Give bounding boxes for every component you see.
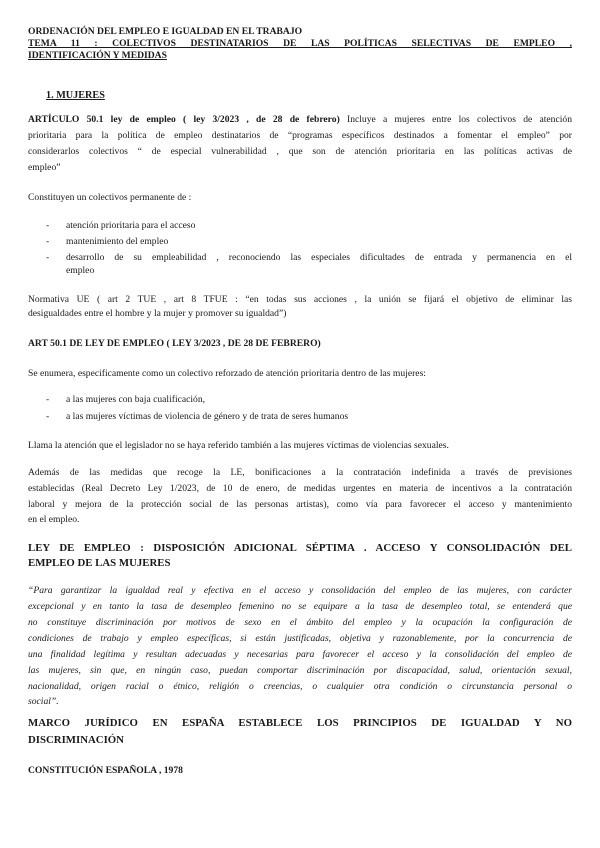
quote-line: las mujeres, sin que, en ningún caso, puedan comportar discriminación por discapacidad, salud, orientación sexual, [28, 665, 572, 676]
paragraph-medidas-line4: en el empleo. [28, 514, 80, 525]
quote-line: no constituye discriminación por motivos de sexo en el ámbito del empleo y la ocupación la configuración de [28, 617, 572, 628]
list-item-text: desarrollo de su empleabilidad , reconociendo las especiales dificultades de entrada y permanencia en el [66, 252, 572, 263]
paragraph-colectivo: Constituyen un colectivos permanente de : [28, 192, 192, 203]
quote-line: una finalidad legítima y resultan adecuadas y necesarias para favorecer el acceso y la consolidación del empleo de [28, 649, 572, 660]
document-title: ORDENACIÓN DEL EMPLEO E IGUALDAD EN EL TRABAJO [28, 26, 303, 37]
paragraph-normativa-ue-line1: Normativa UE ( art 2 TUE , art 8 TFUE : “en todas sus acciones , la unión se fijará el objetivo de eliminar las [28, 294, 572, 305]
document-page: ORDENACIÓN DEL EMPLEO E IGUALDAD EN EL TRABAJO TEMA 11 : COLECTIVOS DESTINATARIOS DE LAS POLÍTICAS SELECTIVAS DE EMPLEO , IDENTIFICACIÓN Y MEDIDAS 1. MUJERES ARTÍCULO 50.1 ley de empleo ( ley 3/2023 , de 28 de febrero) Incluye a mujeres entre los colectivos de atención prioritaria para la política de empleo destinatarios de “programas específicos destinados a fomentar el empleo” por considerarlos colectivos “ de especial vulnerabilidad , que son de atención prioritaria en las políticas activas de empleo” Constituyen un colectivos permanente de : - atención prioritaria para el acceso - mantenimiento del empleo - desarrollo de su empleabilidad , reconociendo las especiales dificultades de entrada y permanencia en el empleo Normativa UE ( art 2 TUE , art 8 TFUE : “en todas sus acciones , la unión se fijará el objetivo de eliminar las desigualdades entre el hombre y la mujer y promover su igualdad”) ART 50.1 DE LEY DE EMPLEO ( LEY 3/2023 , DE 28 DE FEBRERO) Se enumera, especificamente como un colectivo reforzado de atención prioritaria dentro de las mujeres: - a las mujeres con baja cualificación, - a las mujeres víctimas de violencia de género y de trata de seres humanos Llama la atención que el legislador no se haya referido también a las mujeres víctimas de violencias sexuales. Además de las medidas que recoge la LE, bonificaciones a la contratación indefinida a través de previsiones establecidas (Real Decreto Ley 1/2023, de 10 de enero, de medidas urgentes en materia de incentivos a la contratación laboral y mejora de la protección social de las personas artistas), como vía para favorecer el acceso y mantenimiento en el empleo. LEY DE EMPLEO : DISPOSICIÓN ADICIONAL SÉPTIMA . ACCESO Y CONSOLIDACIÓN DEL EMPLEO DE LAS MUJERES “Para garantizar la igualdad real y efectiva en el acceso y consolidación del empleo de las mujeres, con carácter excepcional y en tanto la tasa de desempleo femenino no se equipare a la tasa de desempleo total, se entenderá que no constituye discriminación por motivos de sexo en el ámbito del empleo y la ocupación la configuración de condiciones de trabajo y empleo específicas, si están justificadas, objetiva y razonablemente, por la concurrencia de una finalidad legítima y resultan adecuadas y necesarias para favorecer el acceso y la consolidación del empleo de las mujeres, sin que, en ningún caso, puedan comportar discriminación por discapacidad, salud, orientación sexual, nacionalidad, origen racial o étnico, religión o creencias, o cualquier otra condición o circunstancia personal o social”. MARCO JURÍDICO EN ESPAÑA ESTABLECE LOS PRINCIPIOS DE IGUALDAD Y NO DISCRIMINACIÓN CONSTITUCIÓN ESPAÑOLA , 1978 [0, 0, 600, 848]
list-item-text: empleo [66, 265, 95, 276]
list-item-text: a las mujeres con baja cualificación, [66, 394, 206, 405]
heading-disposicion-adicional-line2: EMPLEO DE LAS MUJERES [28, 557, 171, 569]
paragraph-medidas-line1: Además de las medidas que recoge la LE, bonificaciones a la contratación indefinida a través de previsiones [28, 467, 572, 478]
paragraph-enumera: Se enumera, especificamente como un colectivo reforzado de atención prioritaria dentro de las mujeres: [28, 368, 426, 379]
heading-art50: ART 50.1 DE LEY DE EMPLEO ( LEY 3/2023 , DE 28 DE FEBRERO) [28, 338, 321, 349]
list-item-text: a las mujeres víctimas de violencia de género y de trata de seres humanos [66, 411, 349, 422]
heading-marco-juridico-line1: MARCO JURÍDICO EN ESPAÑA ESTABLECE LOS PRINCIPIOS DE IGUALDAD Y NO [28, 717, 572, 729]
quote-line: nacionalidad, origen racial o étnico, religión o creencias, o cualquier otra condición o circunstancia personal o [28, 681, 572, 692]
section-heading-mujeres [46, 90, 590, 102]
topic-heading-line2: IDENTIFICACIÓN Y MEDIDAS [28, 50, 167, 61]
paragraph-normativa-ue-line2: desigualdades entre el hombre y la mujer y promover su igualdad”) [28, 308, 287, 319]
paragraph-art50-line4: empleo” [28, 162, 61, 173]
paragraph-art50-line3: considerarlos colectivos “ de especial vulnerabilidad , que son de atención prioritaria en las políticas activas de [28, 146, 572, 157]
article-reference: ARTÍCULO 50.1 ley de empleo ( ley 3/2023 , de 28 de febrero) [28, 114, 340, 125]
heading-marco-juridico-line2: DISCRIMINACIÓN [28, 734, 124, 746]
quote-line: social”. [28, 696, 59, 707]
topic-heading-line1: TEMA 11 : COLECTIVOS DESTINATARIOS DE LAS POLÍTICAS SELECTIVAS DE EMPLEO , [28, 38, 572, 49]
paragraph-medidas-line2: establecidas (Real Decreto Ley 1/2023, de 10 de enero, de medidas urgentes en materia de incentivos a la contratación [28, 483, 572, 494]
paragraph-art50-line1-rest: Incluye a mujeres entre los colectivos de atención [339, 114, 572, 125]
list-item-text: mantenimiento del empleo [66, 236, 169, 247]
section-number-label: 1. MUJERES [46, 90, 105, 101]
quote-line: excepcional y en tanto la tasa de desempleo femenino no se equipare a la tasa de desempleo total, se entenderá que [28, 601, 572, 612]
list-item-text: atención prioritaria para el acceso [66, 220, 196, 231]
quote-line: condiciones de trabajo y empleo específicas, si están justificadas, objetiva y razonablemente, por la concurrencia de [28, 633, 572, 644]
paragraph-art50-line1 [28, 114, 572, 126]
heading-disposicion-adicional-line1: LEY DE EMPLEO : DISPOSICIÓN ADICIONAL SÉPTIMA . ACCESO Y CONSOLIDACIÓN DEL [28, 542, 572, 554]
paragraph-art50-line2: prioritaria para la política de empleo destinatarios de “programas específicos destinados a fomentar el empleo” por [28, 130, 572, 141]
heading-constitucion: CONSTITUCIÓN ESPAÑOLA , 1978 [28, 765, 183, 776]
paragraph-llama-atencion: Llama la atención que el legislador no se haya referido también a las mujeres víctimas de violencias sexuales. [28, 440, 449, 451]
paragraph-medidas-line3: laboral y mejora de la protección social de las personas artistas), como vía para favorecer el acceso y mantenimiento [28, 499, 572, 510]
quote-line: “Para garantizar la igualdad real y efectiva en el acceso y consolidación del empleo de las mujeres, con carácter [28, 585, 572, 596]
